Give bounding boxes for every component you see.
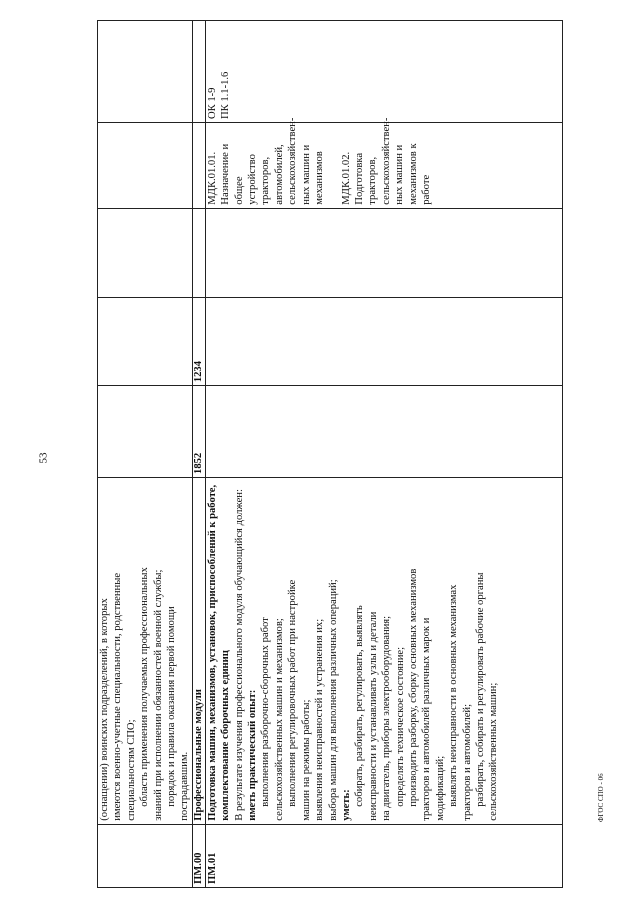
skill-item: на двигатель, приборы электрооборудования; <box>381 615 393 821</box>
mdk-line: ных машин и <box>394 144 406 205</box>
cell-code: ПМ.01 <box>205 824 562 887</box>
table-row-pm01 <box>205 21 562 888</box>
practice-item: выявления неисправностей и устранения их; <box>314 618 326 821</box>
curriculum-table-rotated <box>97 20 563 888</box>
mdk-line: механизмов к работе <box>407 143 432 205</box>
mdk-line: Назначение и общее <box>220 143 245 205</box>
text-line: (оснащении) воинских подразделений, в которых <box>99 598 110 821</box>
mdk-spacer <box>327 126 340 205</box>
skill-item: тракторов и автомобилей различных марок и <box>421 617 433 821</box>
skill-item: собирать, разбирать, регулировать, выявлять <box>354 605 366 807</box>
text-line: область применения получаемых профессиональных <box>139 567 151 807</box>
cell-hours-required <box>205 298 562 386</box>
text-line: порядок и правила оказания первой помощи <box>166 606 178 807</box>
text-line: имеются военно-учетные специальности, родственные <box>112 572 124 821</box>
skill-item: сельскохозяйственных машин; <box>488 682 500 821</box>
cell-mdk <box>192 123 205 209</box>
competency-ok: ОК 1-9 <box>206 87 218 120</box>
skill-item: неисправности и устанавливать узлы и детали <box>367 611 379 821</box>
mdk-line: сельскохозяйствен- <box>380 117 392 205</box>
cell-hours-max <box>98 386 193 478</box>
cell-competencies <box>205 21 562 123</box>
competency-pk: ПК 1.1-1.6 <box>220 71 232 120</box>
cell-empty <box>192 208 205 298</box>
table-row-pm00 <box>192 21 205 888</box>
cell-empty <box>205 208 562 298</box>
mdk-line: тракторов, <box>367 156 379 205</box>
skill-item: тракторов и автомобилей; <box>461 703 473 821</box>
skills-heading: уметь: <box>340 789 352 821</box>
mdk-line: Подготовка <box>353 152 365 205</box>
cell-code <box>98 824 193 887</box>
cell-hours-required: 1234 <box>192 298 205 386</box>
mdk-line: МДК.01.02. <box>340 151 352 205</box>
mdk-line: механизмов <box>314 151 326 205</box>
table-row-military-training <box>98 21 193 888</box>
mdk-line: ных машин и <box>300 144 312 205</box>
skill-item: выявлять неисправности в основных механизмах <box>448 584 460 807</box>
practice-item: сельскохозяйственных машин и механизмов; <box>273 618 285 821</box>
text-line: пострадавшим. <box>179 751 191 821</box>
cell-description <box>98 477 193 824</box>
skill-item: производить разборку, сборку основных механизмов <box>407 568 419 807</box>
skill-item: разбирать, собирать и регулировать рабочие органы <box>474 572 486 807</box>
practice-item: выбора машин для выполнения различных операций; <box>327 579 339 821</box>
practice-item: выполнения регулировочных работ при настройке <box>287 579 299 807</box>
curriculum-table <box>97 20 563 888</box>
cell-hours-required <box>98 298 193 386</box>
text-line: специальностям СПО; <box>125 719 137 821</box>
cell-description <box>205 477 562 824</box>
practice-heading: иметь практический опыт: <box>247 689 259 821</box>
mdk-line: сельскохозяйствен- <box>287 117 299 205</box>
practice-item: машин на режимы работы; <box>300 699 312 821</box>
cell-module-title: Профессиональные модули <box>192 477 205 824</box>
skill-item: определять техническое состояние; <box>394 646 406 807</box>
mdk-line: устройство тракторов, <box>247 154 272 205</box>
text-line: знаний при исполнении обязанностей военной службы; <box>152 569 164 821</box>
practice-item: выполнения разборочно-сборочных работ <box>260 617 272 807</box>
cell-competencies <box>98 21 193 123</box>
cell-competencies <box>192 21 205 123</box>
cell-empty <box>98 208 193 298</box>
cell-mdk <box>98 123 193 209</box>
cell-hours-max <box>205 386 562 478</box>
document-footer: ФГОС СПО - 06 <box>597 773 605 822</box>
mdk-line: автомобилей, <box>273 144 285 205</box>
cell-code: ПМ.00 <box>192 824 205 887</box>
cell-hours-max: 1852 <box>192 386 205 478</box>
module-intro: В результате изучения профессионального модуля обучающийся должен: <box>233 489 245 821</box>
skill-item: модификаций; <box>434 755 446 821</box>
page-number: 53 <box>37 452 50 464</box>
cell-mdk <box>205 117 562 209</box>
mdk-line: МДК.01.01. <box>206 151 218 205</box>
module-title: Подготовка машин, механизмов, установок, приспособлений к работе, комплектование сборочных единиц <box>206 484 232 821</box>
